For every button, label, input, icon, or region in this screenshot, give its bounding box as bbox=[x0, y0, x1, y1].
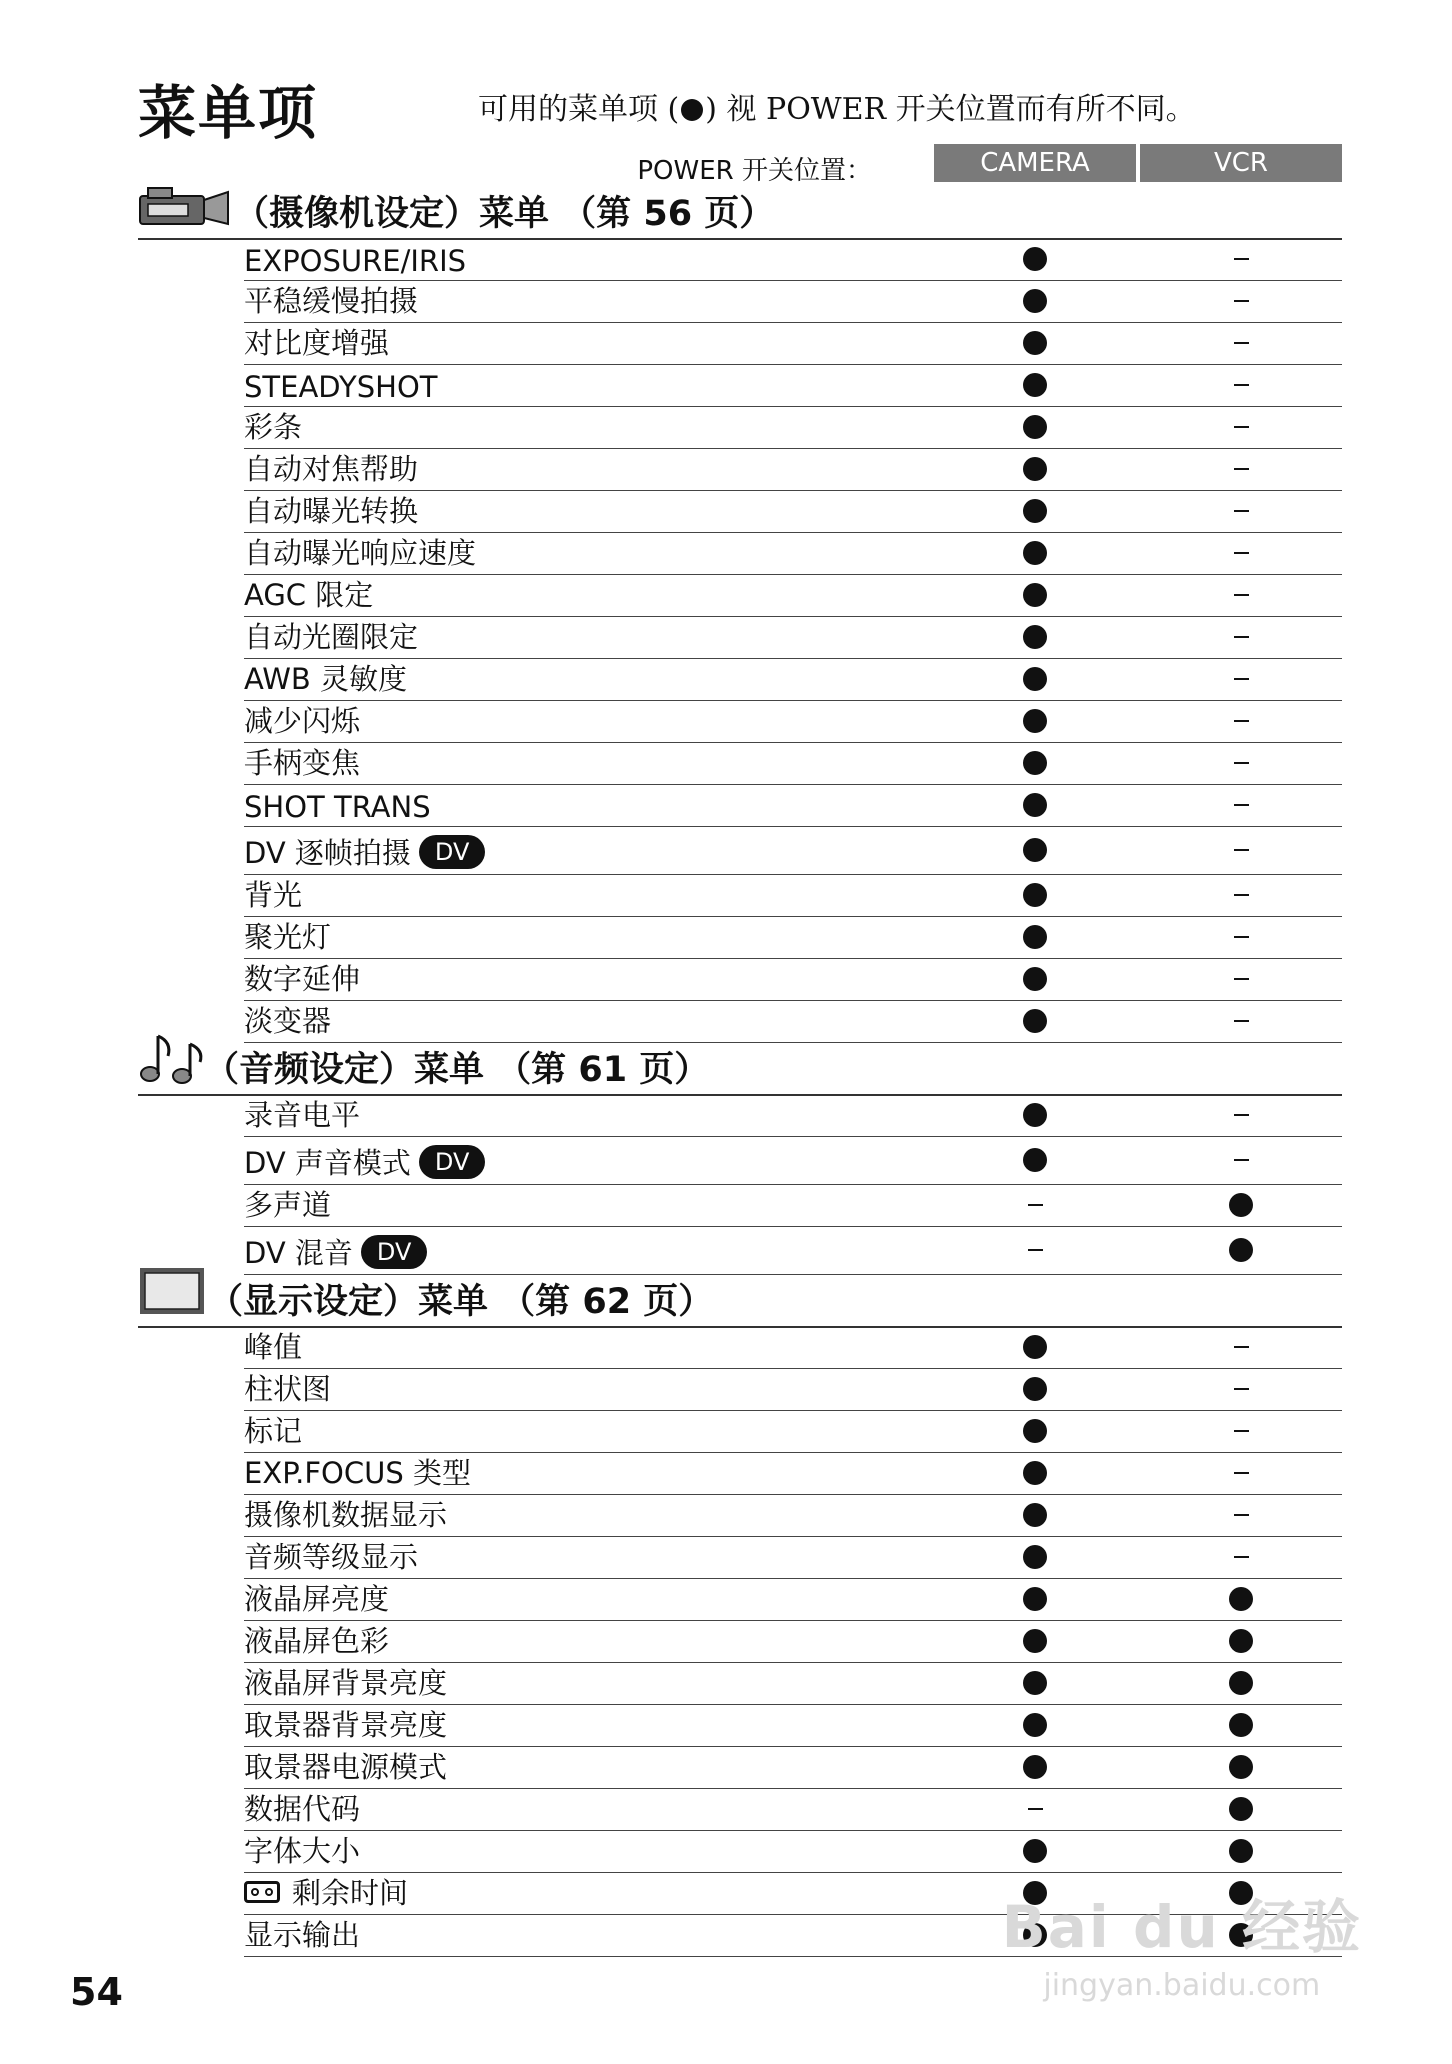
table-row bbox=[244, 742, 1342, 785]
camera-availability bbox=[934, 1226, 1136, 1274]
table-row bbox=[244, 784, 1342, 827]
unavailable-dash-icon bbox=[1234, 552, 1249, 554]
table-row bbox=[244, 1326, 1342, 1369]
available-dot-icon bbox=[1023, 247, 1047, 271]
table-row bbox=[244, 1578, 1342, 1621]
menu-item-label: 减少闪烁 bbox=[244, 704, 361, 738]
unavailable-dash-icon bbox=[1234, 678, 1249, 680]
available-dot-icon bbox=[1023, 709, 1047, 733]
menu-item-label: 剩余时间 bbox=[292, 1876, 409, 1910]
available-dot-icon bbox=[1023, 1503, 1047, 1527]
power-switch-label: POWER 开关位置： bbox=[637, 156, 872, 186]
menu-item bbox=[244, 1409, 302, 1450]
menu-item-label: 手柄变焦 bbox=[244, 746, 361, 780]
available-dot-icon bbox=[1023, 751, 1047, 775]
camera-availability bbox=[934, 448, 1136, 490]
table-row bbox=[244, 958, 1342, 1001]
table-row bbox=[244, 700, 1342, 743]
camera-availability bbox=[934, 532, 1136, 574]
menu-item bbox=[244, 957, 360, 998]
available-dot-icon bbox=[1023, 625, 1047, 649]
unavailable-dash-icon bbox=[1234, 1430, 1249, 1432]
available-dot-icon bbox=[1229, 1193, 1253, 1217]
vcr-availability bbox=[1140, 874, 1342, 916]
table-row bbox=[244, 916, 1342, 959]
camera-availability bbox=[934, 784, 1136, 826]
menu-item-label: 自动曝光转换 bbox=[244, 494, 419, 528]
menu-item-label: 取景器背景亮度 bbox=[244, 1708, 448, 1742]
intro-after: ) 视 POWER 开关位置而有所不同。 bbox=[705, 92, 1196, 127]
available-dot-icon bbox=[1023, 1148, 1047, 1172]
menu-item-label: 彩条 bbox=[244, 410, 303, 444]
unavailable-dash-icon bbox=[1234, 1346, 1249, 1348]
menu-item bbox=[244, 321, 389, 362]
available-dot-icon bbox=[1023, 1461, 1047, 1485]
available-dot-icon bbox=[1229, 1238, 1253, 1262]
menu-item bbox=[244, 699, 360, 740]
dv-badge: DV bbox=[419, 835, 485, 869]
camera-availability bbox=[934, 1000, 1136, 1042]
vcr-availability bbox=[1140, 364, 1342, 406]
available-dot-icon bbox=[1023, 331, 1047, 355]
unavailable-dash-icon bbox=[1234, 1020, 1249, 1022]
page-title: 菜单项 bbox=[138, 79, 319, 147]
menu-item bbox=[244, 370, 438, 404]
menu-item-label: 显示输出 bbox=[244, 1918, 361, 1952]
vcr-availability bbox=[1140, 1788, 1342, 1830]
menu-item bbox=[244, 831, 485, 872]
camera-availability bbox=[934, 1094, 1136, 1136]
camera-availability bbox=[934, 1136, 1136, 1184]
section-header bbox=[138, 1042, 1342, 1096]
unavailable-dash-icon bbox=[1234, 1472, 1249, 1474]
menu-item-label: 背光 bbox=[244, 878, 303, 912]
camera-availability bbox=[934, 1536, 1136, 1578]
camera-availability bbox=[934, 490, 1136, 532]
vcr-availability bbox=[1140, 1662, 1342, 1704]
unavailable-dash-icon bbox=[1234, 1159, 1249, 1161]
music-notes-icon bbox=[138, 1030, 208, 1088]
menu-item bbox=[244, 741, 360, 782]
available-dot-icon bbox=[1229, 1671, 1253, 1695]
menu-item bbox=[244, 1493, 447, 1534]
available-dot-icon bbox=[1229, 1839, 1253, 1863]
vcr-availability bbox=[1140, 826, 1342, 874]
availability-dot-icon bbox=[681, 99, 703, 121]
available-dot-icon bbox=[1023, 1103, 1047, 1127]
table-row bbox=[244, 574, 1342, 617]
menu-item-label: AWB 灵敏度 bbox=[244, 662, 408, 696]
vcr-availability bbox=[1140, 448, 1342, 490]
menu-item bbox=[244, 573, 373, 614]
available-dot-icon bbox=[1023, 1587, 1047, 1611]
menu-item bbox=[244, 1451, 471, 1492]
menu-item-label: DV 声音模式 bbox=[244, 1146, 411, 1180]
vcr-availability bbox=[1140, 1136, 1342, 1184]
menu-item bbox=[244, 531, 476, 572]
unavailable-dash-icon bbox=[1234, 258, 1249, 260]
camera-availability bbox=[934, 958, 1136, 1000]
available-dot-icon bbox=[1023, 967, 1047, 991]
available-dot-icon bbox=[1023, 583, 1047, 607]
available-dot-icon bbox=[1023, 883, 1047, 907]
vcr-availability bbox=[1140, 1452, 1342, 1494]
intro-text bbox=[478, 84, 1196, 128]
menu-item-label: 液晶屏背景亮度 bbox=[244, 1666, 448, 1700]
menu-item-label: 平稳缓慢拍摄 bbox=[244, 284, 419, 318]
menu-item-label: 自动曝光响应速度 bbox=[244, 536, 477, 570]
watermark-url: jingyan.baidu.com bbox=[1043, 1968, 1321, 2003]
available-dot-icon bbox=[1023, 373, 1047, 397]
available-dot-icon bbox=[1229, 1755, 1253, 1779]
menu-item bbox=[244, 615, 418, 656]
camera-availability bbox=[934, 1326, 1136, 1368]
vcr-availability bbox=[1140, 1326, 1342, 1368]
available-dot-icon bbox=[1229, 1797, 1253, 1821]
unavailable-dash-icon bbox=[1234, 804, 1249, 806]
table-row bbox=[244, 1452, 1342, 1495]
available-dot-icon bbox=[1023, 793, 1047, 817]
camera-availability bbox=[934, 280, 1136, 322]
menu-item-label: 多声道 bbox=[244, 1188, 332, 1222]
menu-item bbox=[244, 1619, 389, 1660]
table-row bbox=[244, 1410, 1342, 1453]
unavailable-dash-icon bbox=[1028, 1204, 1043, 1206]
table-row bbox=[244, 874, 1342, 917]
menu-item-label: DV 逐帧拍摄 bbox=[244, 836, 411, 870]
table-row bbox=[244, 1094, 1342, 1137]
vcr-availability bbox=[1140, 742, 1342, 784]
menu-item bbox=[244, 1093, 360, 1134]
menu-item bbox=[244, 1829, 360, 1870]
display-screen-icon bbox=[138, 1266, 208, 1320]
menu-item bbox=[244, 447, 418, 488]
menu-item-label: 摄像机数据显示 bbox=[244, 1498, 448, 1532]
menu-item bbox=[244, 999, 331, 1040]
camera-icon bbox=[138, 182, 230, 232]
camera-availability bbox=[934, 1704, 1136, 1746]
menu-item-label: 取景器电源模式 bbox=[244, 1750, 448, 1784]
table-row bbox=[244, 1000, 1342, 1043]
table-row bbox=[244, 826, 1342, 875]
camera-availability bbox=[934, 616, 1136, 658]
menu-item-label: 标记 bbox=[244, 1414, 303, 1448]
menu-item-label: 音频等级显示 bbox=[244, 1540, 419, 1574]
unavailable-dash-icon bbox=[1234, 1556, 1249, 1558]
camera-availability bbox=[934, 322, 1136, 364]
unavailable-dash-icon bbox=[1234, 636, 1249, 638]
watermark bbox=[1002, 1880, 1362, 2003]
table-row bbox=[244, 616, 1342, 659]
unavailable-dash-icon bbox=[1234, 1514, 1249, 1516]
unavailable-dash-icon bbox=[1234, 342, 1249, 344]
vcr-availability bbox=[1140, 1184, 1342, 1226]
camera-availability bbox=[934, 1662, 1136, 1704]
table-row bbox=[244, 1830, 1342, 1873]
menu-item-label: EXP.FOCUS 类型 bbox=[244, 1456, 471, 1490]
menu-item bbox=[244, 1325, 302, 1366]
vcr-availability bbox=[1140, 1094, 1342, 1136]
page-number: 54 bbox=[70, 1970, 123, 2014]
menu-item-label: 柱状图 bbox=[244, 1372, 332, 1406]
camera-availability bbox=[934, 1410, 1136, 1452]
camera-availability bbox=[934, 1494, 1136, 1536]
unavailable-dash-icon bbox=[1234, 594, 1249, 596]
camera-availability bbox=[934, 700, 1136, 742]
table-row bbox=[244, 532, 1342, 575]
menu-item bbox=[244, 244, 466, 278]
vcr-availability bbox=[1140, 616, 1342, 658]
camera-availability bbox=[934, 364, 1136, 406]
unavailable-dash-icon bbox=[1234, 849, 1249, 851]
table-row bbox=[244, 490, 1342, 533]
unavailable-dash-icon bbox=[1028, 1249, 1043, 1251]
table-row bbox=[244, 1662, 1342, 1705]
available-dot-icon bbox=[1229, 1629, 1253, 1653]
camera-availability bbox=[934, 1788, 1136, 1830]
available-dot-icon bbox=[1229, 1713, 1253, 1737]
camera-availability bbox=[934, 1452, 1136, 1494]
unavailable-dash-icon bbox=[1234, 1388, 1249, 1390]
camera-availability bbox=[934, 406, 1136, 448]
table-row bbox=[244, 322, 1342, 365]
vcr-availability bbox=[1140, 1536, 1342, 1578]
unavailable-dash-icon bbox=[1234, 468, 1249, 470]
menu-item bbox=[244, 405, 302, 446]
menu-item bbox=[244, 1703, 447, 1744]
camera-availability bbox=[934, 826, 1136, 874]
menu-item bbox=[244, 1367, 331, 1408]
camera-availability bbox=[934, 1746, 1136, 1788]
vcr-availability bbox=[1140, 784, 1342, 826]
unavailable-dash-icon bbox=[1234, 300, 1249, 302]
section-title: （摄像机设定）菜单 （第 56 页） bbox=[234, 194, 775, 234]
available-dot-icon bbox=[1023, 1419, 1047, 1443]
column-header-camera: CAMERA bbox=[934, 144, 1136, 182]
menu-item bbox=[244, 657, 407, 698]
vcr-availability bbox=[1140, 490, 1342, 532]
camera-availability bbox=[934, 1620, 1136, 1662]
available-dot-icon bbox=[1023, 667, 1047, 691]
watermark-main: Bai du 经验 bbox=[1001, 1893, 1362, 1961]
section-header bbox=[138, 186, 1342, 240]
menu-item bbox=[244, 1661, 447, 1702]
menu-item bbox=[244, 489, 418, 530]
available-dot-icon bbox=[1023, 925, 1047, 949]
camera-availability bbox=[934, 1578, 1136, 1620]
unavailable-dash-icon bbox=[1234, 426, 1249, 428]
camera-availability bbox=[934, 238, 1136, 280]
section-title: （显示设定）菜单 （第 62 页） bbox=[208, 1282, 714, 1322]
camera-availability bbox=[934, 574, 1136, 616]
unavailable-dash-icon bbox=[1234, 1114, 1249, 1116]
menu-item bbox=[244, 1141, 485, 1182]
table-row bbox=[244, 364, 1342, 407]
available-dot-icon bbox=[1023, 1839, 1047, 1863]
camera-availability bbox=[934, 658, 1136, 700]
table-row bbox=[244, 448, 1342, 491]
menu-item bbox=[244, 279, 418, 320]
dv-badge: DV bbox=[361, 1235, 427, 1269]
menu-item-label: 对比度增强 bbox=[244, 326, 390, 360]
unavailable-dash-icon bbox=[1234, 978, 1249, 980]
table-row bbox=[244, 406, 1342, 449]
vcr-availability bbox=[1140, 1494, 1342, 1536]
vcr-availability bbox=[1140, 406, 1342, 448]
table-row bbox=[244, 1136, 1342, 1185]
section-title: （音频设定）菜单 （第 61 页） bbox=[204, 1050, 710, 1090]
menu-item bbox=[244, 790, 431, 824]
vcr-availability bbox=[1140, 916, 1342, 958]
unavailable-dash-icon bbox=[1028, 1808, 1043, 1810]
menu-item-label: EXPOSURE/IRIS bbox=[244, 244, 467, 278]
menu-item-label: 聚光灯 bbox=[244, 920, 332, 954]
menu-item bbox=[244, 1871, 408, 1912]
column-header-vcr: VCR bbox=[1140, 144, 1342, 182]
available-dot-icon bbox=[1023, 1713, 1047, 1737]
vcr-availability bbox=[1140, 700, 1342, 742]
vcr-availability bbox=[1140, 1830, 1342, 1872]
vcr-availability bbox=[1140, 1578, 1342, 1620]
available-dot-icon bbox=[1023, 1545, 1047, 1569]
menu-item-label: 液晶屏亮度 bbox=[244, 1582, 390, 1616]
menu-item-label: 液晶屏色彩 bbox=[244, 1624, 390, 1658]
camera-availability bbox=[934, 874, 1136, 916]
vcr-availability bbox=[1140, 532, 1342, 574]
vcr-availability bbox=[1140, 1410, 1342, 1452]
menu-item bbox=[244, 873, 302, 914]
table-row bbox=[244, 1788, 1342, 1831]
vcr-availability bbox=[1140, 238, 1342, 280]
menu-item bbox=[244, 1577, 389, 1618]
vcr-availability bbox=[1140, 1226, 1342, 1274]
available-dot-icon bbox=[1023, 1755, 1047, 1779]
camera-availability bbox=[934, 1830, 1136, 1872]
table-row bbox=[244, 1704, 1342, 1747]
unavailable-dash-icon bbox=[1234, 384, 1249, 386]
intro-before: 可用的菜单项 ( bbox=[478, 92, 680, 127]
vcr-availability bbox=[1140, 322, 1342, 364]
vcr-availability bbox=[1140, 1746, 1342, 1788]
vcr-availability bbox=[1140, 1368, 1342, 1410]
available-dot-icon bbox=[1023, 415, 1047, 439]
menu-item-label: 字体大小 bbox=[244, 1834, 361, 1868]
unavailable-dash-icon bbox=[1234, 762, 1249, 764]
table-row bbox=[244, 658, 1342, 701]
camera-availability bbox=[934, 1368, 1136, 1410]
table-row bbox=[244, 1226, 1342, 1275]
menu-item-label: 峰值 bbox=[244, 1330, 303, 1364]
menu-item bbox=[244, 1787, 360, 1828]
table-row bbox=[244, 1536, 1342, 1579]
available-dot-icon bbox=[1229, 1587, 1253, 1611]
tape-icon bbox=[244, 1881, 280, 1903]
menu-item-label: AGC 限定 bbox=[244, 578, 374, 612]
menu-item bbox=[244, 1535, 418, 1576]
menu-item-label: 自动对焦帮助 bbox=[244, 452, 419, 486]
menu-item-label: 自动光圈限定 bbox=[244, 620, 419, 654]
menu-item-label: 数据代码 bbox=[244, 1792, 361, 1826]
available-dot-icon bbox=[1023, 457, 1047, 481]
table-row bbox=[244, 1494, 1342, 1537]
menu-item-label: SHOT TRANS bbox=[244, 790, 431, 824]
table-row bbox=[244, 238, 1342, 281]
menu-item-label: 淡变器 bbox=[244, 1004, 332, 1038]
available-dot-icon bbox=[1023, 541, 1047, 565]
available-dot-icon bbox=[1023, 1009, 1047, 1033]
menu-item bbox=[244, 1745, 447, 1786]
available-dot-icon bbox=[1023, 1629, 1047, 1653]
vcr-availability bbox=[1140, 658, 1342, 700]
table-row bbox=[244, 1184, 1342, 1227]
menu-item bbox=[244, 1913, 360, 1954]
available-dot-icon bbox=[1023, 1335, 1047, 1359]
vcr-availability bbox=[1140, 1000, 1342, 1042]
unavailable-dash-icon bbox=[1234, 936, 1249, 938]
table-row bbox=[244, 1368, 1342, 1411]
vcr-availability bbox=[1140, 574, 1342, 616]
unavailable-dash-icon bbox=[1234, 894, 1249, 896]
menu-item-label: 录音电平 bbox=[244, 1098, 361, 1132]
camera-availability bbox=[934, 916, 1136, 958]
vcr-availability bbox=[1140, 958, 1342, 1000]
menu-item-label: 数字延伸 bbox=[244, 962, 361, 996]
available-dot-icon bbox=[1023, 1671, 1047, 1695]
vcr-availability bbox=[1140, 280, 1342, 322]
dv-badge: DV bbox=[419, 1145, 485, 1179]
vcr-availability bbox=[1140, 1704, 1342, 1746]
table-row bbox=[244, 1746, 1342, 1789]
available-dot-icon bbox=[1023, 838, 1047, 862]
table-row bbox=[244, 280, 1342, 323]
menu-item-label: DV 混音 bbox=[244, 1236, 353, 1270]
camera-availability bbox=[934, 1184, 1136, 1226]
vcr-availability bbox=[1140, 1620, 1342, 1662]
menu-item bbox=[244, 915, 331, 956]
camera-availability bbox=[934, 742, 1136, 784]
menu-item-label: STEADYSHOT bbox=[244, 370, 438, 404]
menu-item bbox=[244, 1231, 427, 1272]
menu-item bbox=[244, 1183, 331, 1224]
available-dot-icon bbox=[1023, 1377, 1047, 1401]
table-row bbox=[244, 1620, 1342, 1663]
available-dot-icon bbox=[1023, 499, 1047, 523]
available-dot-icon bbox=[1023, 289, 1047, 313]
unavailable-dash-icon bbox=[1234, 720, 1249, 722]
section-header bbox=[138, 1274, 1342, 1328]
unavailable-dash-icon bbox=[1234, 510, 1249, 512]
